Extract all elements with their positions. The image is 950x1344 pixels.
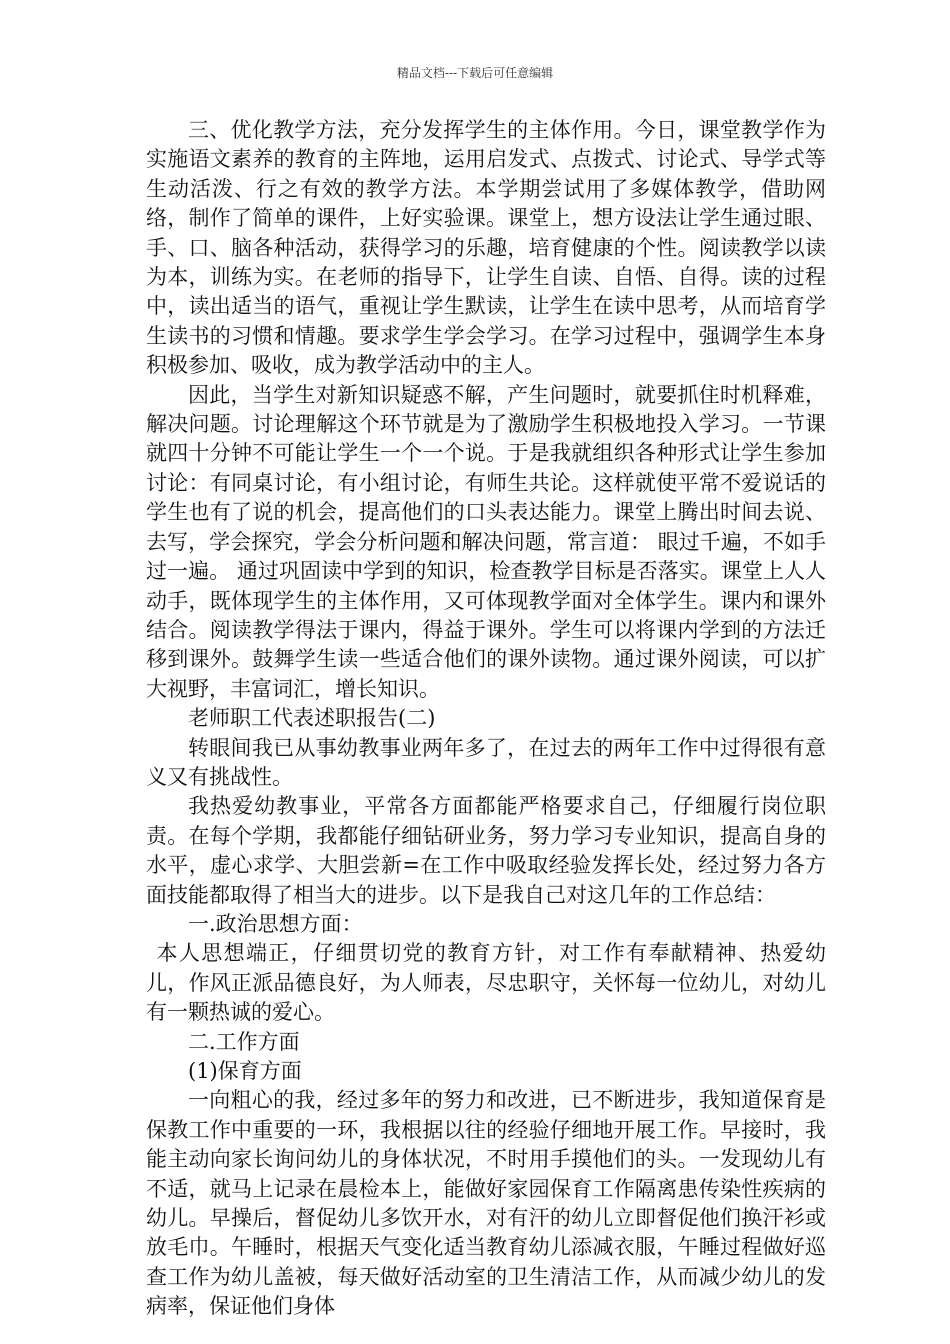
page-header: 精品文档---下载后可任意编辑 — [396, 66, 554, 80]
heading-political-thought: 一.政治思想方面： — [188, 911, 363, 936]
heading-childcare: (1)保育方面 — [188, 1059, 302, 1083]
paragraph-teaching-methods: 三、优化教学方法，充分发挥学生的主体作用。今日，课堂教学作为实施语文素养的教育的主阵地，运用启发式、点拨式、讨论式、导学式等生动活泼、行之有效的教学方法。本学期尝试用了多媒体教学，借助网络，制作了简单的课件，上好实验课。课堂上，想方设法让学生通过眼、手、口、脑各种活动，获得学习的乐趣，培育健康的个性。阅读教学以读为本，训练为实。在老师的指导下，让学生自读、自悟、自得。读的过程中，读出适当的语气，重视让学生默读，让学生在读中思考，从而培育学生读书的习惯和情趣。要求学生学会学习。在学习过程中，强调学生本身积极参加、吸收，成为教学活动中的主人。 — [146, 118, 826, 378]
paragraph-discussion: 因此，当学生对新知识疑惑不解，产生问题时，就要抓住时机释难，解决问题。讨论理解这个环节就是为了激励学生积极地投入学习。一节课就四十分钟不可能让学生一个一个说。于是我就组织各种形式让学生参加讨论：有同桌讨论，有小组讨论，有师生共论。这样就使平常不爱说话的学生也有了说的机会，提高他们的口头表达能力。课堂上腾出时间去说、去写，学会探究，学会分析问题和解决问题，常言道： 眼过千遍，不如手过一遍。 通过巩固读中学到的知识，检查教学目标是否落实。课堂上人人动手，既体现学生的主体作用，又可体现教学面对全体学生。课内和课外结合。阅读教学得法于课内，得益于课外。学生可以将课内学到的方法迁移到课外。鼓舞学生读一些适合他们的课外读物。通过课外阅读，可以扩大视野，丰富词汇，增长知识。 — [146, 382, 826, 701]
paragraph-political-thought: 本人思想端正，仔细贯切党的教育方针，对工作有奉献精神、热爱幼儿，作风正派品德良好，为人师表，尽忠职守，关怀每一位幼儿，对幼儿有一颗热诚的爱心。 — [146, 941, 826, 1025]
paragraph-love-of-work: 我热爱幼教事业，平常各方面都能严格要求自己，仔细履行岗位职责。在每个学期，我都能仔细钻研业务，努力学习专业知识，提高自身的水平，虚心求学、大胆尝新=在工作中吸取经验发挥长处，经过努力各方面技能都取得了相当大的进步。以下是我自己对这几年的工作总结： — [146, 794, 826, 907]
document-body — [146, 116, 826, 1322]
section-title-report-two: 老师职工代表述职报告(二) — [188, 706, 436, 731]
heading-work: 二.工作方面 — [188, 1029, 300, 1054]
paragraph-childcare: 一向粗心的我，经过多年的努力和改进，已不断进步，我知道保育是保教工作中重要的一环，我根据以往的经验仔细地开展工作。早接时，我能主动向家长询问幼儿的身体状况，不时用手摸他们的头。一发现幼儿有不适，就马上记录在晨检本上，能做好家园保育工作隔离患传染性疾病的幼儿。早操后，督促幼儿多饮开水，对有汗的幼儿立即督促他们换汗衫或放毛巾。午睡时，根据天气变化适当教育幼儿添减衣服，午睡过程做好巡查工作为幼儿盖被，每天做好活动室的卫生清洁工作，从而减少幼儿的发病率，保证他们身体 — [146, 1088, 826, 1319]
paragraph-intro: 转眼间我已从事幼教事业两年多了，在过去的两年工作中过得很有意义又有挑战性。 — [146, 735, 826, 789]
